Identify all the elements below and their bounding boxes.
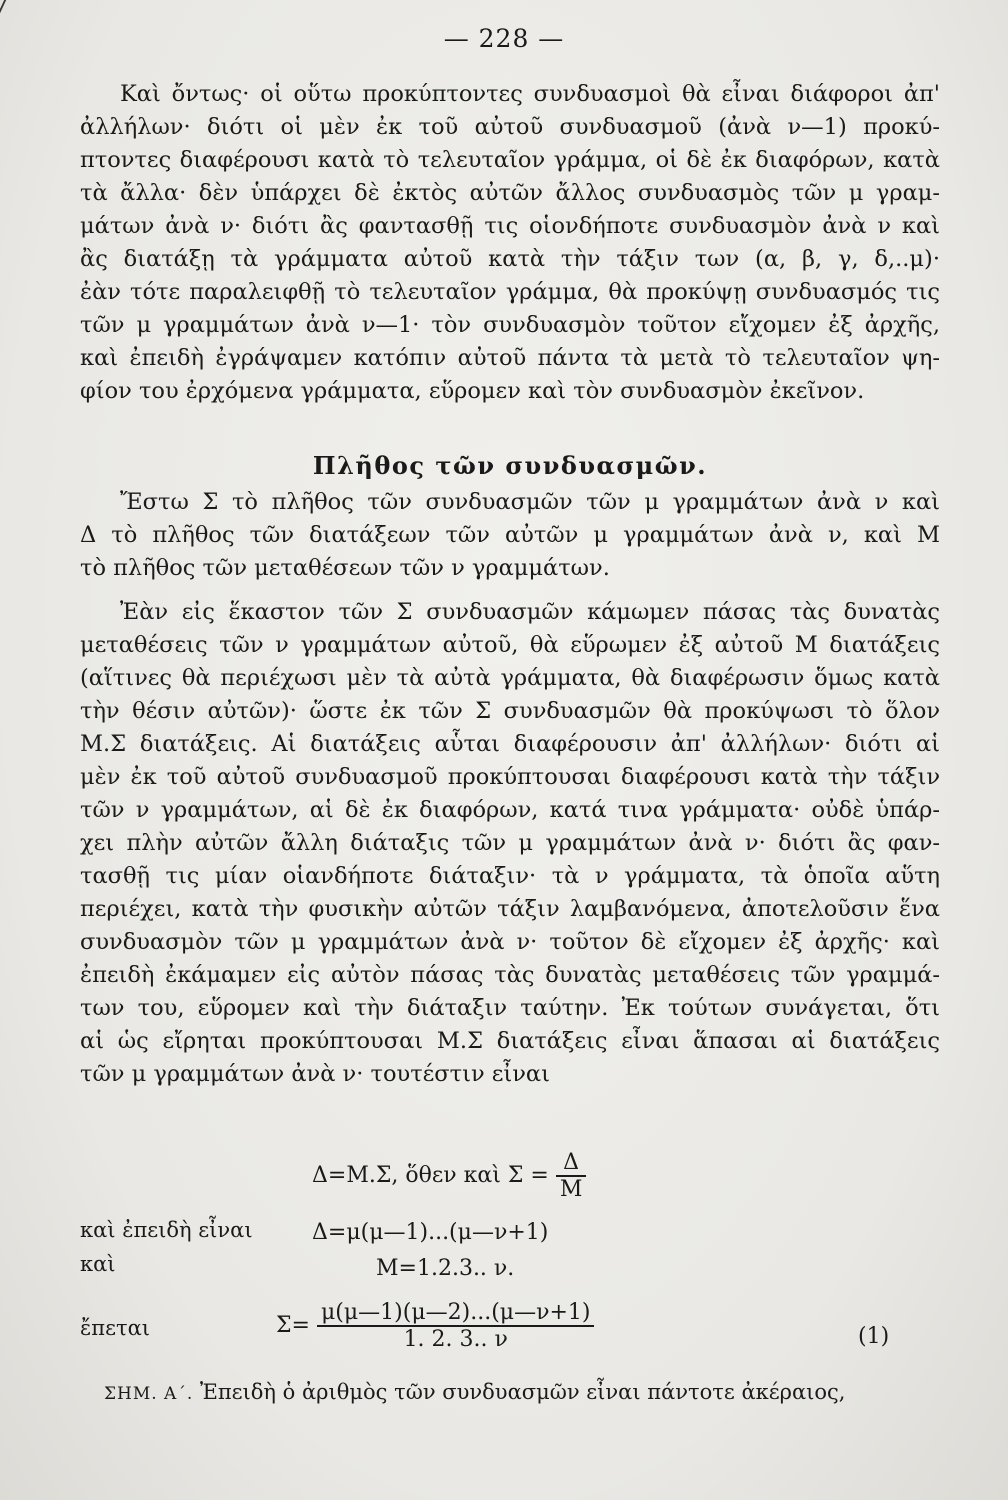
text-line: ἀλλήλων· διότι οἱ μὲν ἐκ τοῦ αὐτοῦ συνδυασμοῦ (ἀνὰ ν—1) προκύ- — [80, 114, 940, 140]
paragraph-2 — [80, 486, 940, 585]
text-line: ἐπειδὴ ἐκάμαμεν εἰς αὐτὸν πάσας τὰς δυνατὰς μεταθέσεις τῶν γραμμά- — [80, 962, 940, 988]
text-line: περιέχει, κατὰ τὴν φυσικὴν αὐτῶν τάξιν λαμβανόμενα, ἀποτελοῦσιν ἕνα — [80, 896, 940, 922]
text-line: ἂς διατάξῃ τὰ γράμματα αὐτοῦ κατὰ τὴν τάξιν των (α, β, γ, δ,..μ)· — [80, 246, 940, 272]
section-heading: Πλῆθος τῶν συνδυασμῶν. — [312, 451, 708, 480]
text-line: Καὶ ὄντως· οἱ οὕτω προκύπτοντες συνδυασμοὶ θὰ εἶναι διάφοροι ἀπ' — [120, 81, 940, 107]
text-line: τῶν μ γραμμάτων ἀνὰ ν—1· τὸν συνδυασμὸν τοῦτον εἴχομεν ἐξ ἀρχῆς, — [80, 312, 940, 338]
formula-1-left: Δ=Μ.Σ, ὅθεν καὶ Σ = — [312, 1163, 549, 1188]
fraction-denominator: 1. 2. 3.. ν — [403, 1327, 508, 1352]
text-line: τῶν μ γραμμάτων ἀνὰ ν· τουτέστιν εἶναι — [80, 1061, 550, 1087]
label-since: καὶ ἐπειδὴ εἶναι — [80, 1218, 253, 1242]
text-line: αἱ ὡς εἴρηται προκύπτουσαι Μ.Σ διατάξεις εἶναι ἅπασαι αἱ διατάξεις — [80, 1028, 940, 1054]
section-heading-wrap — [80, 448, 940, 484]
page-number: — 228 — — [443, 24, 565, 53]
text-line: Ἔστω Σ τὸ πλῆθος τῶν συνδυασμῶν τῶν μ γραμμάτων ἀνὰ ν καὶ — [120, 489, 940, 515]
equation-number: (1) — [858, 1324, 890, 1349]
formula-4-left: Σ= — [276, 1313, 310, 1338]
text-line: μεταθέσεις τῶν ν γραμμάτων αὐτοῦ, θὰ εὕρωμεν ἐξ αὐτοῦ Μ διατάξεις — [80, 632, 940, 658]
text-line: χει πλὴν αὐτῶν ἄλλη διάταξις τῶν μ γραμμάτων ἀνὰ ν· διότι ἂς φαν- — [80, 830, 940, 856]
text-line: τασθῇ τις μίαν οἱανδήποτε διάταξιν· τὰ ν γράμματα, τὰ ὁποῖα αὕτη — [80, 863, 940, 889]
label-and: καὶ — [80, 1252, 116, 1276]
text-line: μὲν ἐκ τοῦ αὐτοῦ συνδυασμοῦ προκύπτουσαι διαφέρουσι κατὰ τὴν τάξιν — [80, 764, 940, 790]
paragraph-3 — [80, 596, 940, 1091]
text-line: μάτων ἀνὰ ν· διότι ἂς φαντασθῇ τις οἱονδήποτε συνδυασμὸν ἀνὰ ν καὶ — [80, 213, 940, 239]
text-line: τὸ πλῆθος τῶν μεταθέσεων τῶν ν γραμμάτων. — [80, 555, 610, 581]
text-line: των του, εὕρομεν καὶ τὴν διάταξιν ταύτην. Ἐκ τούτων συνάγεται, ὅτι — [80, 995, 940, 1021]
formula-3: Μ=1.2.3.. ν. — [376, 1256, 515, 1281]
formula-1 — [312, 1150, 586, 1202]
text-line: φίον του ἐρχόμενα γράμματα, εὕρομεν καὶ τὸν συνδυασμὸν ἐκεῖνον. — [80, 378, 865, 404]
text-line: ἐὰν τότε παραλειφθῇ τὸ τελευταῖον γράμμα, θὰ προκύψῃ συνδυασμός τις — [80, 279, 940, 305]
text-line: τὰ ἄλλα· δὲν ὑπάρχει δὲ ἐκτὸς αὐτῶν ἄλλος συνδυασμὸς τῶν μ γραμ- — [80, 180, 940, 206]
text-line: καὶ ἐπειδὴ ἐγράψαμεν κατόπιν αὐτοῦ πάντα τὰ μετὰ τὸ τελευταῖον ψη- — [80, 345, 940, 371]
fraction-numerator: μ(μ—1)(μ—2)...(μ—ν+1) — [317, 1300, 594, 1327]
note-text: Ἐπειδὴ ὁ ἀριθμὸς τῶν συνδυασμῶν εἶναι πάντοτε ἀκέραιος, — [199, 1380, 846, 1404]
fraction — [556, 1150, 587, 1202]
text-line: συνδυασμὸν τῶν μ γραμμάτων ἀνὰ ν· τοῦτον δὲ εἴχομεν ἐξ ἀρχῆς· καὶ — [80, 929, 940, 955]
fraction-numerator: Δ — [556, 1150, 587, 1177]
formula-2: Δ=μ(μ—1)...(μ—ν+1) — [312, 1220, 549, 1245]
corner-mark — [0, 0, 16, 18]
fraction-denominator: Μ — [559, 1177, 583, 1202]
text-line: τὴν θέσιν αὐτῶν)· ὥστε ἐκ τῶν Σ συνδυασμῶν θὰ προκύψωσι τὸ ὅλον — [80, 698, 940, 724]
text-line: Ἐὰν εἰς ἕκαστον τῶν Σ συνδυασμῶν κάμωμεν πάσας τὰς δυνατὰς — [120, 599, 940, 625]
paragraph-1 — [80, 78, 940, 408]
text-line: πτοντες διαφέρουσι κατὰ τὸ τελευταῖον γράμμα, οἱ δὲ ἐκ διαφόρων, κατὰ — [80, 147, 940, 173]
text-line: (αἵτινες θὰ περιέχωσι μὲν τὰ αὐτὰ γράμματα, θὰ διαφέρωσιν ὅμως κατὰ — [80, 665, 940, 691]
note-label: ΣΗΜ. Α΄. — [104, 1384, 194, 1404]
text-line: Δ τὸ πλῆθος τῶν διατάξεων τῶν αὐτῶν μ γραμμάτων ἀνὰ ν, καὶ Μ — [80, 522, 940, 548]
text-line: Μ.Σ διατάξεις. Αἱ διατάξεις αὗται διαφέρουσιν ἀπ' ἀλλήλων· διότι αἱ — [80, 731, 940, 757]
fraction — [317, 1300, 594, 1352]
label-follows: ἔπεται — [80, 1316, 150, 1340]
text-line: τῶν ν γραμμάτων, αἱ δὲ ἐκ διαφόρων, κατά τινα γράμματα· οὐδὲ ὑπάρ- — [80, 797, 940, 823]
formula-4 — [276, 1300, 594, 1352]
note-line — [104, 1380, 920, 1404]
